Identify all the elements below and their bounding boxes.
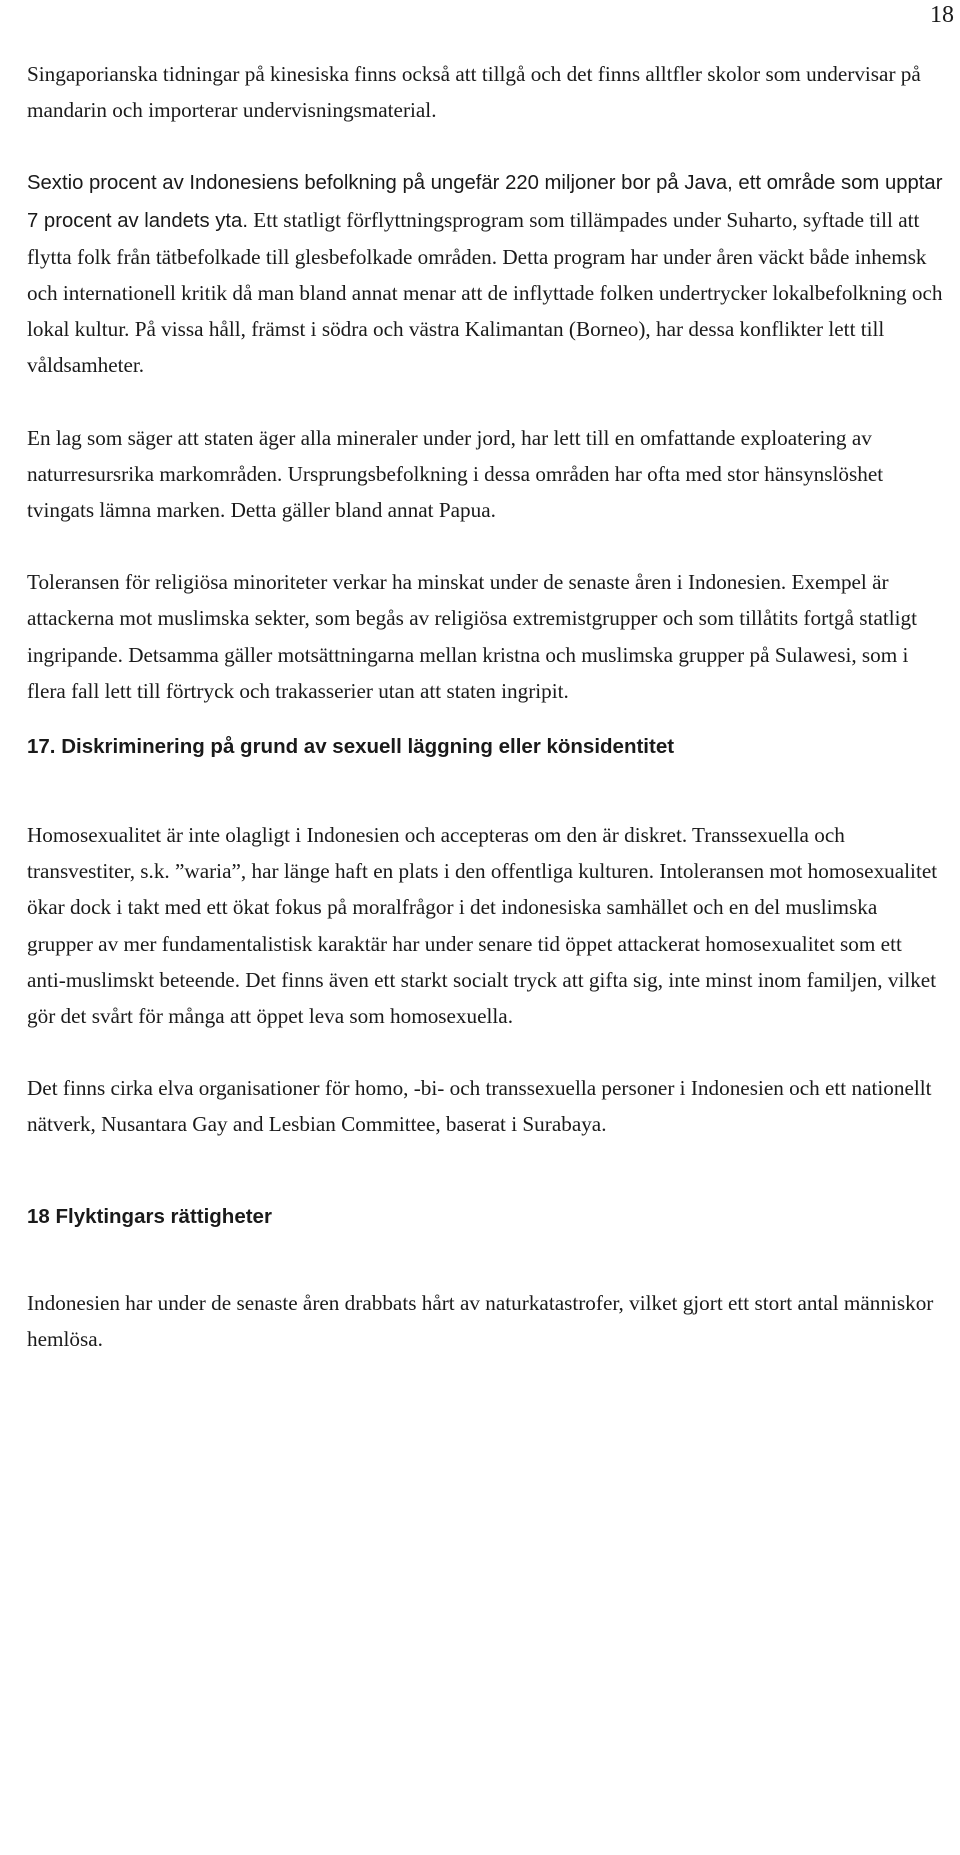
page-content	[27, 56, 945, 1357]
paragraph-mineral-law: En lag som säger att staten äger alla mineraler under jord, har lett till en omfattande exploatering av naturresursrika markområden. Ursprungsbefolkning i dessa områden har ofta med stor hänsynslöshet tvingats lämna marken. Detta gäller bland annat Papua.	[27, 425, 884, 523]
paragraph-java-population	[27, 164, 945, 383]
heading-section-18: 18 Flyktingars rättigheter	[27, 1204, 272, 1228]
paragraph-java-population-body: Ett statligt förflyttningsprogram som tillämpades under Suharto, syftade till att flytta folk från tätbefolkade till glesbefolkade områden. Detta program har under åren väckt både inhemsk och internationell kritik då man bland annat menar att de inflyttade folken undertrycker lokalbefolkning och lokal kultur. På vissa håll, främst i södra och västra Kalimantan (Borneo), har dessa konflikter lett till våldsamheter.	[27, 207, 943, 378]
paragraph-chinese-newspapers: Singaporianska tidningar på kinesiska finns också att tillgå och det finns alltfler skolor som undervisar på mandarin och importerar undervisningsmaterial.	[27, 62, 921, 123]
heading-section-17: 17. Diskriminering på grund av sexuell läggning eller könsidentitet	[27, 735, 675, 759]
paragraph-homosexuality: Homosexualitet är inte olagligt i Indonesien och accepteras om den är diskret. Transsexuella och transvestiter, s.k. ”waria”, har länge haft en plats i den offentliga kulturen. Intoleransen mot homosexualitet ökar dock i takt med ett ökat fokus på moralfrågor i det indonesiska samhället och en del muslimska grupper av mer fundamentalistisk karaktär har under senare tid öppet attackerat homosexualitet som ett anti-muslimskt beteende. Det finns även ett starkt socialt tryck att gifta sig, inte minst inom familjen, vilket gör det svårt för många att öppet leva som homosexuella.	[27, 823, 938, 1029]
paragraph-natural-disasters: Indonesien har under de senaste åren drabbats hårt av naturkatastrofer, vilket gjort ett stort antal människor hemlösa.	[27, 1290, 934, 1351]
paragraph-java-population-intro: Sextio procent av Indonesiens befolkning på ungefär 220 miljoner bor på Java, ett område som upptar 7 procent av landets yta.	[27, 172, 943, 232]
paragraph-religious-tolerance: Toleransen för religiösa minoriteter verkar ha minskat under de senaste åren i Indonesien. Exempel är attackerna mot muslimska sekter, som begås av religiösa extremistgrupper och som tillåtits fortgå statligt ingripande. Detsamma gäller motsättningarna mellan kristna och muslimska grupper på Sulawesi, som i flera fall lett till förtryck och trakasserier utan att staten ingripit.	[27, 570, 917, 703]
page-number: 18	[930, 2, 954, 28]
paragraph-organisations: Det finns cirka elva organisationer för homo, -bi- och transsexuella personer i Indonesien och ett nationellt nätverk, Nusantara Gay and Lesbian Committee, baserat i Surabaya.	[27, 1076, 932, 1137]
